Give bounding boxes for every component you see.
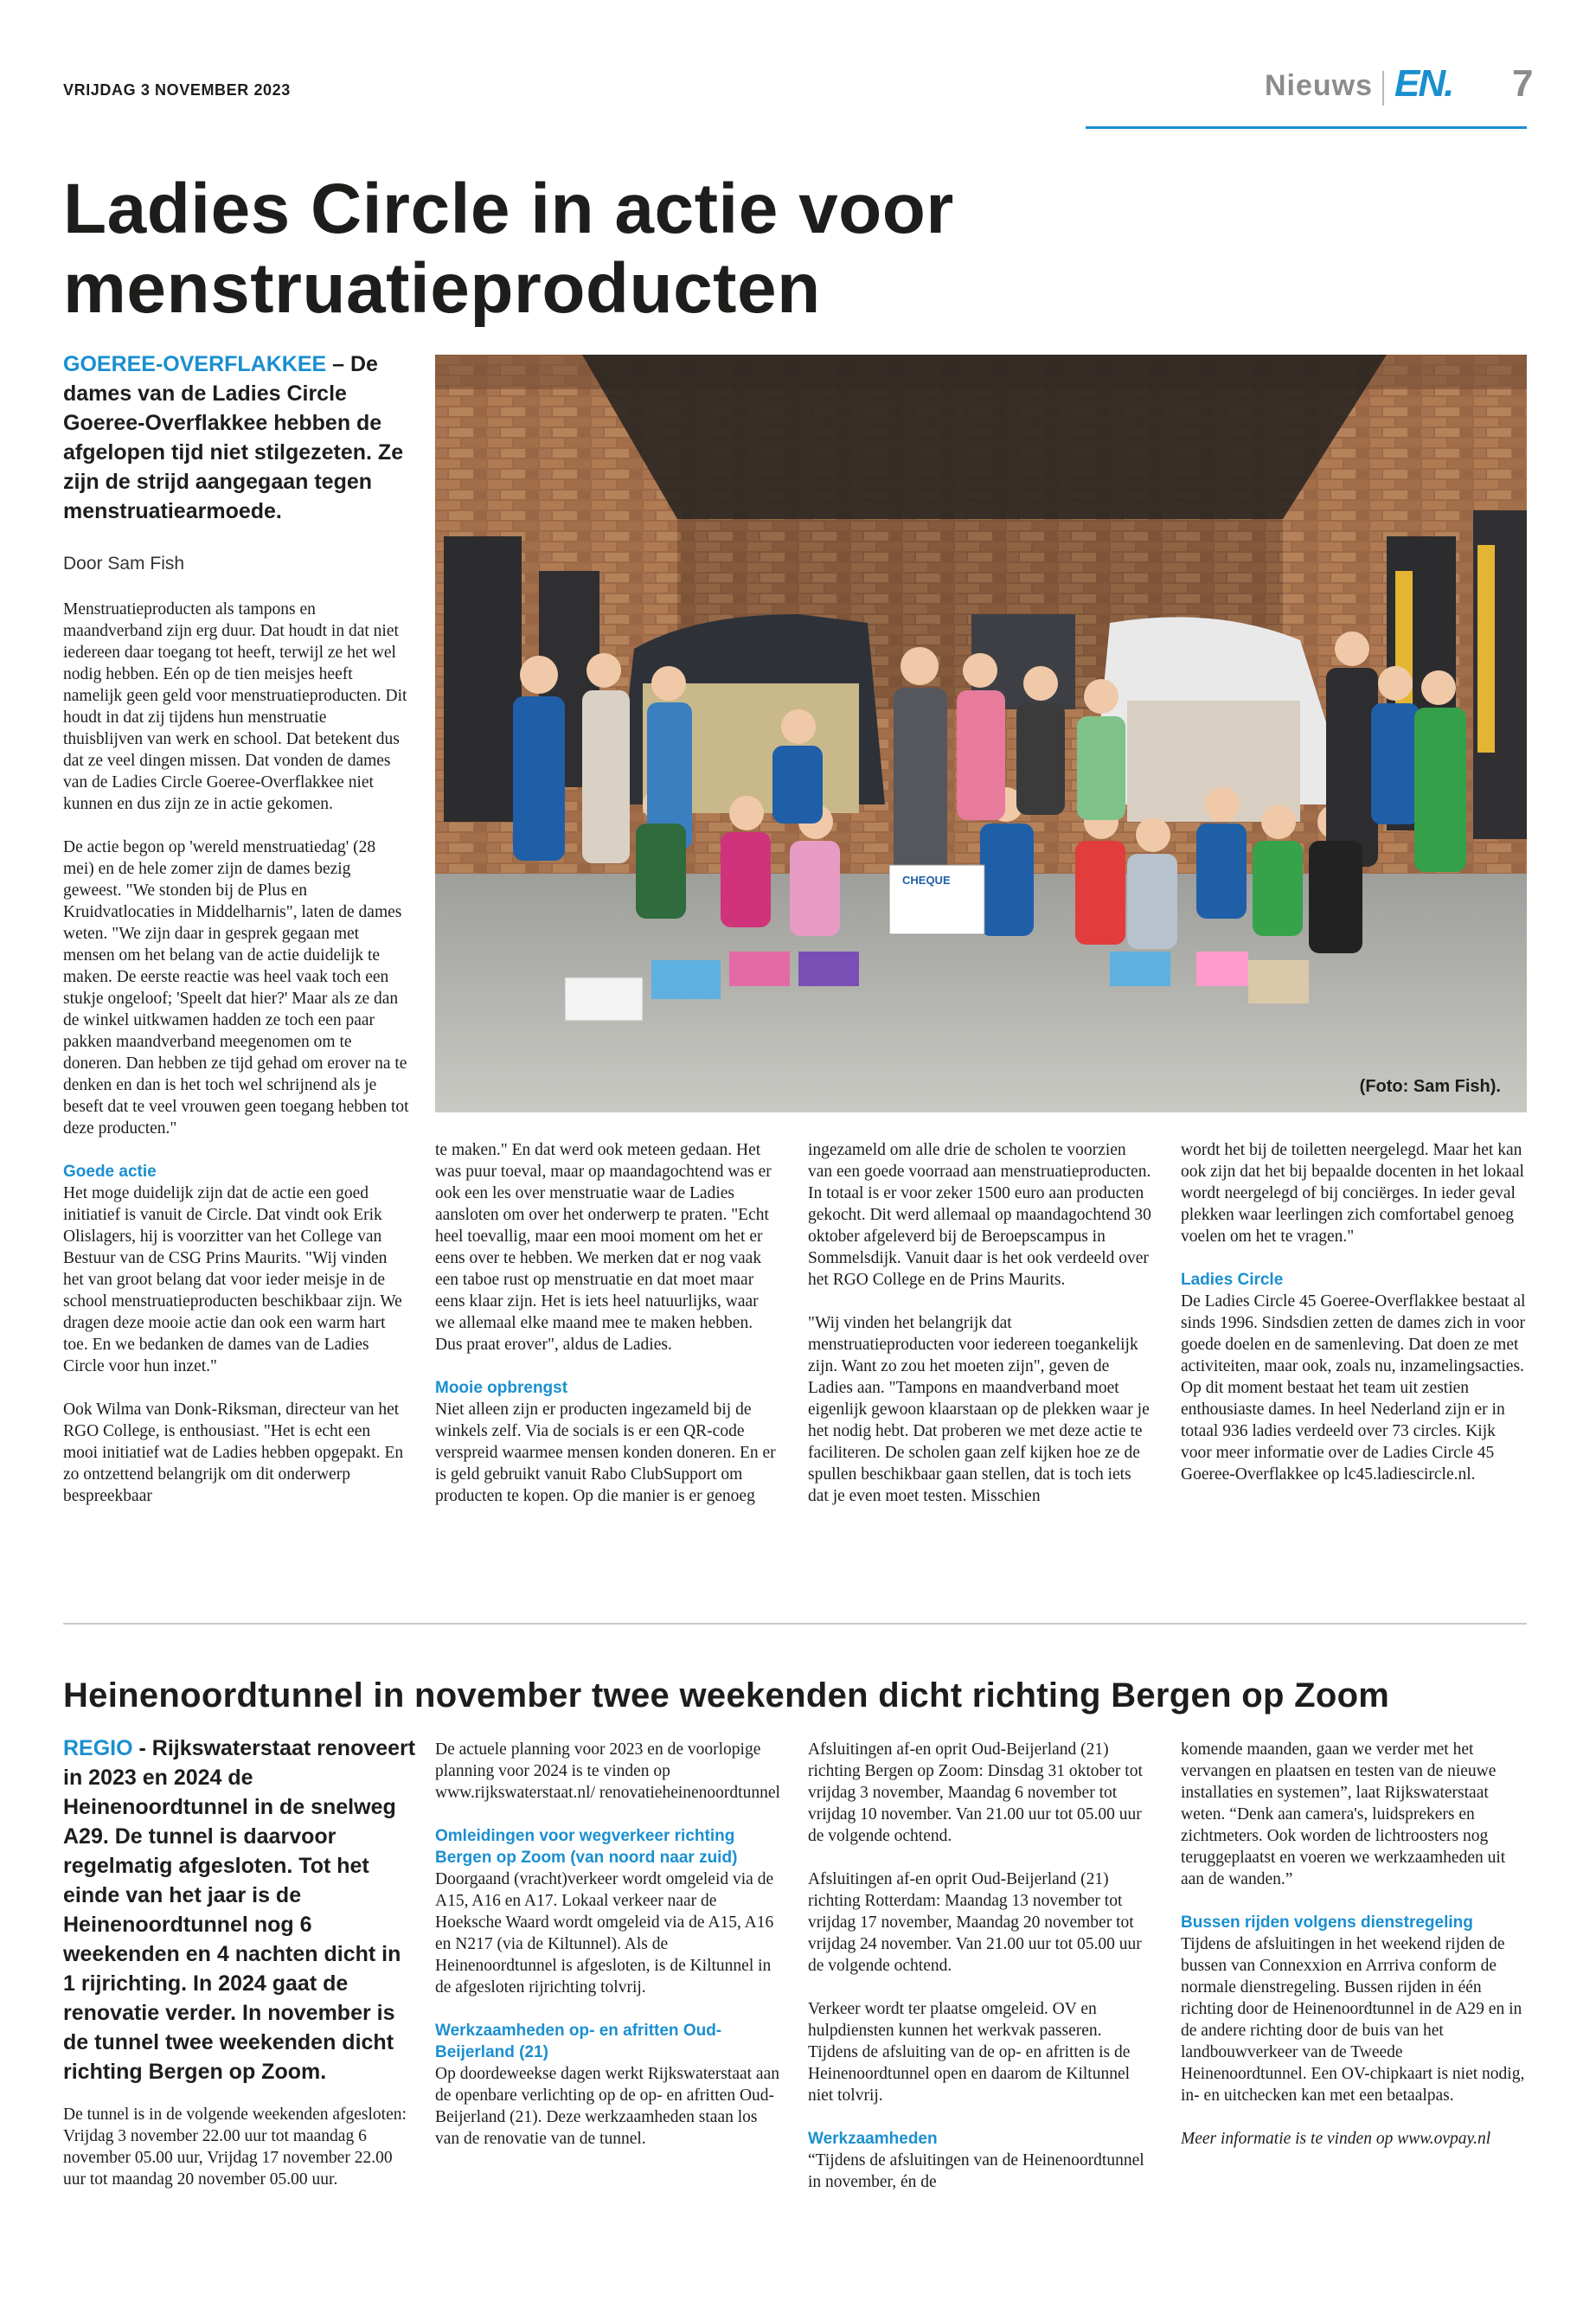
paragraph: Verkeer wordt ter plaatse omgeleid. OV en hulpdiensten kunnen het werkvak passeren. Tijdens de afsluiting van de op- en afritten is de Heinenoordtunnel open en daarom de Kiltunnel niet tolvrij. [808, 2000, 1131, 2105]
group-photo-illustration [435, 355, 1527, 1112]
headline-line-2: menstruatieproducten [63, 249, 821, 328]
cheque-text: CHEQUE [902, 874, 951, 887]
subheading: Bussen rijden volgens dienstregeling [1181, 1913, 1473, 1932]
paragraph: Menstruatieproducten als tampons en maandverband zijn erg duur. Dat houdt in dat niet iedereen daar toegang tot heeft, terwijl ze het wel nodig hebben. Eén op de tien meisjes heeft namelijk geen geld voor menstruatieproducten. Dit houdt in dat zij tijdens hun menstruatie thuisblijven van werk en school. Dat betekent dus dat ze veel dingen missen. Dat vonden de dames van de Ladies Circle Goeree-Overflakkee niet kunnen en dus zijn ze in actie gekomen. [63, 600, 407, 813]
article2-lead [63, 1734, 418, 2086]
article1-column-2 [435, 1139, 781, 1606]
paragraph: Op doordeweekse dagen werkt Rijkswaterstaat aan de openbare verlichting op de op- en afritten Oud-Beijerland (21). Deze werkzaamheden staan los van de renovatie van de tunnel. [435, 2065, 779, 2148]
paragraph: ingezameld om alle drie de scholen te voorzien van een goede voorraad aan menstruatieproducten. In totaal is er voor zeker 1500 euro aan producten gekocht. Dit werd allemaal op maandagochtend 30 oktober afgeleverd bij de Beroepscampus in Sommelsdijk. Vanuit daar is het ook verdeeld over het RGO College en de Prins Maurits. [808, 1141, 1151, 1289]
subheading: Goede actie [63, 1163, 157, 1181]
article2-column-3 [808, 1739, 1154, 2275]
article2-headline: Heinenoordtunnel in november twee weekenden dicht richting Bergen op Zoom [63, 1676, 1390, 1715]
lead-place: GOEREE-OVERFLAKKEE [63, 352, 327, 376]
lead-place: REGIO [63, 1736, 133, 1760]
paragraph: "Wij vinden het belangrijk dat menstruatieproducten voor iedereen toegankelijk zijn. Want zo zou het moeten zijn", geven de Ladies aan. "Tampons en maandverband moet eigenlijk gewoon klaarstaan op de plekken waar je het nodig hebt. Dat proberen we met deze actie te faciliteren. De scholen gaan zelf kijken hoe ze de spullen beschikbaar gaan stellen, dat is toch iets dat je even moet testen. Misschien [808, 1314, 1150, 1505]
subheading: Werkzaamheden [808, 2130, 938, 2148]
article1-column-1 [63, 599, 409, 1602]
paragraph: Doorgaand (vracht)verkeer wordt omgeleid via de A15, A16 en A17. Lokaal verkeer naar de Hoeksche Waard wordt omgeleid via de A15, A16 en N217 (via de Kiltunnel). Als de Heinenoordtunnel is afgesloten, is de Kiltunnel in de afgesloten rijrichting tolvrij. [435, 1870, 774, 1997]
article1-column-3 [808, 1139, 1154, 1606]
paragraph: te maken." En dat werd ook meteen gedaan. Het was puur toeval, maar op maandagochtend was er ook een les over menstruatie waar de Ladies aansloten om over het onderwerp te praten. "Echt heel toevallig, maar een mooi moment om het er eens over te hebben. We merken dat er nog vaak een taboe rust op menstruatie en dat moet maar eens klaar zijn. Het is iets heel natuurlijks, waar we allemaal elke maand mee te maken hebben. Dus praat erover", aldus de Ladies. [435, 1141, 772, 1354]
paragraph: “Tijdens de afsluitingen van de Heinenoordtunnel in november, én de [808, 2151, 1144, 2191]
paragraph: De actuele planning voor 2023 en de voorlopige planning voor 2024 is te vinden op www.rijkswaterstaat.nl/ renovatieheinenoordtunnel [435, 1740, 780, 1802]
paragraph: Afsluitingen af-en oprit Oud-Beijerland (21) richting Rotterdam: Maandag 13 november tot vrijdag 17 november, Maandag 20 november tot vrijdag 24 november. Van 21.00 uur tot 05.00 uur de volgende ochtend. [808, 1870, 1142, 1975]
subheading: Ladies Circle [1181, 1271, 1284, 1289]
paragraph: De actie begon op 'wereld menstruatiedag' (28 mei) en de hele zomer zijn de dames bezig geweest. "We stonden bij de Plus en Kruidvatlocaties in Middelharnis", laten de dames weten. "We zijn daar in gesprek gegaan met mensen om het belang van de actie duidelijk te maken. De eerste reactie was heel vaak toch een stukje ongeloof; 'Speelt dat hier?' Maar als ze dan de winkel uitkwamen hadden ze toch een paar pakken maandverband meegenomen om te doneren. Dan hebben ze tijd gehad om erover na te denken en dan is het toch wel schrijnend als je beseft dat te veel vrouwen geen toegang hebben tot deze producten." [63, 838, 409, 1138]
subheading: Werkzaamheden op- en afritten Oud-Beijerland (21) [435, 2022, 722, 2061]
header-divider [1382, 71, 1384, 106]
article-photo [435, 355, 1527, 1112]
paragraph: wordt het bij de toiletten neergelegd. Maar het kan ook zijn dat het bij bepaalde docenten in het lokaal wordt neergelegd of bij conciërges. In ieder geval plekken waar leerlingen zich comfortabel genoeg voelen om het te vragen." [1181, 1141, 1524, 1246]
issue-date: VRIJDAG 3 NOVEMBER 2023 [63, 81, 291, 99]
header-rule [1086, 126, 1527, 129]
article1-column-4 [1181, 1139, 1527, 1606]
article-lead [63, 349, 418, 526]
paragraph: De tunnel is in de volgende weekenden afgesloten: Vrijdag 3 november 22.00 uur tot maandag 6 november 05.00 uur, Vrijdag 17 november 22.00 uur tot maandag 20 november 05.00 uur. [63, 2106, 407, 2189]
article2-column-2 [435, 1739, 781, 2275]
article2-column-4 [1181, 1739, 1527, 2275]
article-separator [63, 1623, 1527, 1625]
headline-line-1: Ladies Circle in actie voor [63, 170, 954, 248]
section-label: Nieuws [1265, 69, 1374, 102]
lead-text: - Rijkswaterstaat renoveert in 2023 en 2024 de Heinenoordtunnel in de snelweg A29. De tunnel is daarvoor regelmatig afgesloten. Tot het einde van het jaar is de Heinenoordtunnel nog 6 weekenden en 4 nachten dicht in 1 rijrichting. In 2024 gaat de renovatie verder. In november is de tunnel twee weekenden dicht richting Bergen op Zoom. [63, 1736, 416, 2084]
paragraph: Afsluitingen af-en oprit Oud-Beijerland (21) richting Bergen op Zoom: Dinsdag 31 oktober tot vrijdag 3 november, Maandag 6 november tot vrijdag 10 november. Van 21.00 uur tot 05.00 uur de volgende ochtend. [808, 1740, 1143, 1845]
subheading: Omleidingen voor wegverkeer richting Bergen op Zoom (van noord naar zuid) [435, 1827, 738, 1867]
paragraph: Tijdens de afsluitingen in het weekend rijden de bussen van Connexxion en Arrriva conform de normale dienstregeling. Bussen rijden in één richting door de Heinenoordtunnel in de A29 en in de andere richting door de buis van het landbouwverkeer van de Tweede Heinenoordtunnel. Een OV-chipkaart is niet nodig, in- en uitchecken kan met een betaalpas. [1181, 1935, 1525, 2105]
paragraph: komende maanden, gaan we verder met het vervangen en plaatsen en testen van de nieuwe installaties en systemen”, laat Rijkswaterstaat weten. “Denk aan camera's, luidsprekers en zichtmeters. Ook worden de lichtroosters nog teruggeplaatst en voeren we werkzaamheden uit aan de wanden.” [1181, 1740, 1506, 1888]
article-headline [63, 170, 1188, 329]
paragraph: Niet alleen zijn er producten ingezameld bij de winkels zelf. Via de socials is er een QR-code verspreid waarmee mensen konden doneren. En er is geld gebruikt vanuit Rabo ClubSupport om producten te kopen. Op die manier is er genoeg [435, 1400, 776, 1505]
article2-column-1 [63, 2104, 409, 2277]
byline: Door Sam Fish [63, 554, 185, 574]
newspaper-logo: EN. [1394, 62, 1453, 105]
page-number: 7 [1512, 62, 1534, 105]
lead-text: – De dames van de Ladies Circle Goeree-Overflakkee hebben de afgelopen tijd niet stilgezeten. Ze zijn de strijd aangegaan tegen menstruatiearmoede. [63, 352, 404, 523]
more-info-note: Meer informatie is te vinden op www.ovpay.nl [1181, 2130, 1491, 2148]
paragraph: Ook Wilma van Donk-Riksman, directeur van het RGO College, is enthousiast. "Het is echt een mooi initiatief wat de Ladies hebben opgepakt. En zo ontzettend belangrijk om dit onderwerp bespreekbaar [63, 1400, 404, 1505]
subheading: Mooie opbrengst [435, 1379, 568, 1397]
photo-credit: (Foto: Sam Fish). [1359, 1077, 1501, 1096]
paragraph: Het moge duidelijk zijn dat de actie een goed initiatief is vanuit de Circle. Dat vindt ook Erik Olislagers, hij is voorzitter van het College van Bestuur van de CSG Prins Maurits. "Wij vinden het van groot belang dat voor ieder meisje in de school menstruatieproducten beschikbaar zijn. We dragen deze mooie actie dan ook een warm hart toe. En we bedanken de dames van de Ladies Circle voor hun inzet." [63, 1184, 402, 1375]
paragraph: De Ladies Circle 45 Goeree-Overflakkee bestaat al sinds 1996. Sindsdien zetten de dames zich in voor goede doelen en de samenleving. Dat doen ze met activiteiten, maar ook, zoals nu, inzamelingsacties. Op dit moment bestaat het team uit zestien enthousiaste dames. In heel Nederland zijn er in totaal 936 ladies verdeeld over 73 circles. Kijk voor meer informatie over de Ladies Circle 45 Goeree-Overflakkee op lc45.ladiescircle.nl. [1181, 1292, 1526, 1484]
